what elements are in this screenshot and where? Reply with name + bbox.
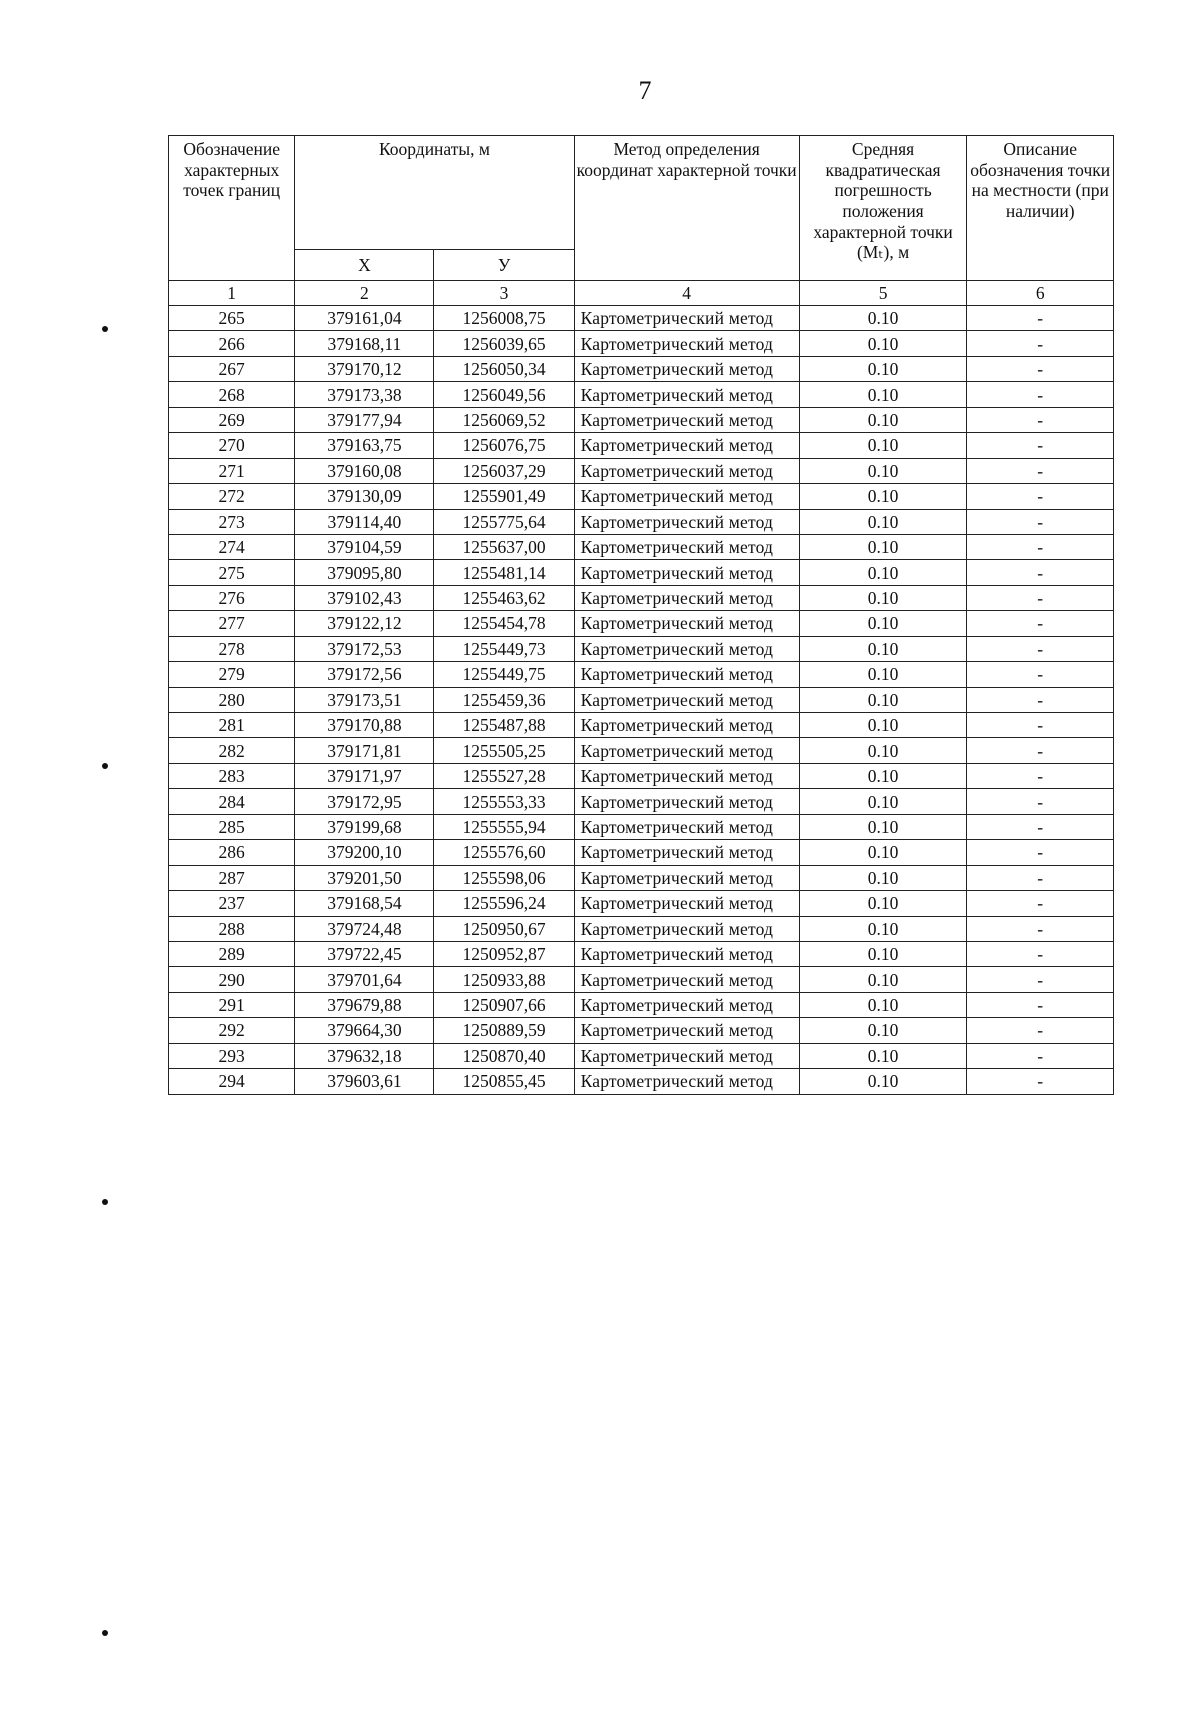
table-row xyxy=(169,662,1114,687)
y-cell: 1255505,25 xyxy=(434,738,574,763)
method-cell: Картометрический метод xyxy=(574,1069,799,1094)
point-cell: 290 xyxy=(169,967,295,992)
x-cell: 379632,18 xyxy=(295,1043,434,1068)
y-cell: 1250855,45 xyxy=(434,1069,574,1094)
coordinates-table xyxy=(168,135,1114,1095)
x-cell: 379168,54 xyxy=(295,891,434,916)
method-cell: Картометрический метод xyxy=(574,306,799,331)
x-cell: 379168,11 xyxy=(295,331,434,356)
description-cell: - xyxy=(967,789,1114,814)
margin-dot xyxy=(102,1630,108,1636)
column-number: 4 xyxy=(574,281,799,306)
error-cell: 0.10 xyxy=(799,534,967,559)
x-cell: 379724,48 xyxy=(295,916,434,941)
y-cell: 1250950,67 xyxy=(434,916,574,941)
x-cell: 379173,51 xyxy=(295,687,434,712)
point-cell: 267 xyxy=(169,356,295,381)
method-cell: Картометрический метод xyxy=(574,941,799,966)
error-cell: 0.10 xyxy=(799,992,967,1017)
error-cell: 0.10 xyxy=(799,891,967,916)
method-cell: Картометрический метод xyxy=(574,585,799,610)
error-cell: 0.10 xyxy=(799,814,967,839)
table-row xyxy=(169,458,1114,483)
error-cell: 0.10 xyxy=(799,509,967,534)
table-row xyxy=(169,916,1114,941)
point-cell: 280 xyxy=(169,687,295,712)
point-cell: 266 xyxy=(169,331,295,356)
description-cell: - xyxy=(967,382,1114,407)
description-cell: - xyxy=(967,891,1114,916)
table-row xyxy=(169,560,1114,585)
error-cell: 0.10 xyxy=(799,1018,967,1043)
y-cell: 1256049,56 xyxy=(434,382,574,407)
error-cell: 0.10 xyxy=(799,306,967,331)
description-cell: - xyxy=(967,585,1114,610)
error-cell: 0.10 xyxy=(799,636,967,661)
x-cell: 379177,94 xyxy=(295,407,434,432)
point-cell: 283 xyxy=(169,763,295,788)
x-cell: 379173,38 xyxy=(295,382,434,407)
column-number: 2 xyxy=(295,281,434,306)
y-cell: 1255576,60 xyxy=(434,840,574,865)
point-cell: 274 xyxy=(169,534,295,559)
description-cell: - xyxy=(967,331,1114,356)
description-cell: - xyxy=(967,865,1114,890)
error-cell: 0.10 xyxy=(799,738,967,763)
y-cell: 1250933,88 xyxy=(434,967,574,992)
method-cell: Картометрический метод xyxy=(574,865,799,890)
point-cell: 270 xyxy=(169,433,295,458)
x-cell: 379102,43 xyxy=(295,585,434,610)
error-cell: 0.10 xyxy=(799,331,967,356)
y-cell: 1255527,28 xyxy=(434,763,574,788)
table-row xyxy=(169,738,1114,763)
table-body xyxy=(169,306,1114,1095)
table-row xyxy=(169,992,1114,1017)
y-cell: 1255481,14 xyxy=(434,560,574,585)
point-cell: 281 xyxy=(169,713,295,738)
x-cell: 379095,80 xyxy=(295,560,434,585)
error-cell: 0.10 xyxy=(799,865,967,890)
point-cell: 284 xyxy=(169,789,295,814)
header-method: Метод определения координат характерной точки xyxy=(574,136,799,281)
table-row xyxy=(169,865,1114,890)
description-cell: - xyxy=(967,534,1114,559)
error-cell: 0.10 xyxy=(799,941,967,966)
x-cell: 379172,56 xyxy=(295,662,434,687)
description-cell: - xyxy=(967,636,1114,661)
point-cell: 265 xyxy=(169,306,295,331)
error-cell: 0.10 xyxy=(799,458,967,483)
point-cell: 291 xyxy=(169,992,295,1017)
method-cell: Картометрический метод xyxy=(574,763,799,788)
y-cell: 1255449,75 xyxy=(434,662,574,687)
x-cell: 379161,04 xyxy=(295,306,434,331)
x-cell: 379722,45 xyxy=(295,941,434,966)
method-cell: Картометрический метод xyxy=(574,687,799,712)
y-cell: 1255596,24 xyxy=(434,891,574,916)
y-cell: 1255555,94 xyxy=(434,814,574,839)
method-cell: Картометрический метод xyxy=(574,331,799,356)
y-cell: 1250907,66 xyxy=(434,992,574,1017)
y-cell: 1256069,52 xyxy=(434,407,574,432)
method-cell: Картометрический метод xyxy=(574,738,799,763)
table-row xyxy=(169,713,1114,738)
error-cell: 0.10 xyxy=(799,585,967,610)
y-cell: 1255463,62 xyxy=(434,585,574,610)
y-cell: 1255901,49 xyxy=(434,484,574,509)
point-cell: 273 xyxy=(169,509,295,534)
y-cell: 1255637,00 xyxy=(434,534,574,559)
method-cell: Картометрический метод xyxy=(574,611,799,636)
method-cell: Картометрический метод xyxy=(574,840,799,865)
description-cell: - xyxy=(967,840,1114,865)
description-cell: - xyxy=(967,662,1114,687)
description-cell: - xyxy=(967,458,1114,483)
point-cell: 293 xyxy=(169,1043,295,1068)
header-description: Описание обозначения точки на местности (при наличии) xyxy=(967,136,1114,281)
x-cell: 379130,09 xyxy=(295,484,434,509)
column-number: 5 xyxy=(799,281,967,306)
error-cell: 0.10 xyxy=(799,356,967,381)
error-cell: 0.10 xyxy=(799,484,967,509)
description-cell: - xyxy=(967,407,1114,432)
error-cell: 0.10 xyxy=(799,433,967,458)
description-cell: - xyxy=(967,814,1114,839)
error-cell: 0.10 xyxy=(799,1069,967,1094)
description-cell: - xyxy=(967,941,1114,966)
x-cell: 379201,50 xyxy=(295,865,434,890)
method-cell: Картометрический метод xyxy=(574,407,799,432)
y-cell: 1256008,75 xyxy=(434,306,574,331)
error-cell: 0.10 xyxy=(799,713,967,738)
method-cell: Картометрический метод xyxy=(574,560,799,585)
y-cell: 1255487,88 xyxy=(434,713,574,738)
description-cell: - xyxy=(967,356,1114,381)
table-row xyxy=(169,1069,1114,1094)
x-cell: 379664,30 xyxy=(295,1018,434,1043)
point-cell: 276 xyxy=(169,585,295,610)
margin-dot xyxy=(102,763,108,769)
description-cell: - xyxy=(967,763,1114,788)
x-cell: 379104,59 xyxy=(295,534,434,559)
method-cell: Картометрический метод xyxy=(574,458,799,483)
y-cell: 1250870,40 xyxy=(434,1043,574,1068)
error-cell: 0.10 xyxy=(799,662,967,687)
y-cell: 1255553,33 xyxy=(434,789,574,814)
y-cell: 1255459,36 xyxy=(434,687,574,712)
margin-dot xyxy=(102,1199,108,1205)
x-cell: 379172,53 xyxy=(295,636,434,661)
error-cell: 0.10 xyxy=(799,763,967,788)
method-cell: Картометрический метод xyxy=(574,1018,799,1043)
x-cell: 379122,12 xyxy=(295,611,434,636)
y-cell: 1255449,73 xyxy=(434,636,574,661)
y-cell: 1255598,06 xyxy=(434,865,574,890)
method-cell: Картометрический метод xyxy=(574,967,799,992)
table-row xyxy=(169,636,1114,661)
description-cell: - xyxy=(967,611,1114,636)
point-cell: 268 xyxy=(169,382,295,407)
method-cell: Картометрический метод xyxy=(574,891,799,916)
point-cell: 288 xyxy=(169,916,295,941)
x-cell: 379679,88 xyxy=(295,992,434,1017)
point-cell: 237 xyxy=(169,891,295,916)
table-row xyxy=(169,814,1114,839)
table-row xyxy=(169,763,1114,788)
description-cell: - xyxy=(967,687,1114,712)
point-cell: 286 xyxy=(169,840,295,865)
header-y: У xyxy=(434,250,574,281)
description-cell: - xyxy=(967,433,1114,458)
table-row xyxy=(169,331,1114,356)
method-cell: Картометрический метод xyxy=(574,662,799,687)
error-cell: 0.10 xyxy=(799,687,967,712)
point-cell: 272 xyxy=(169,484,295,509)
description-cell: - xyxy=(967,1069,1114,1094)
error-cell: 0.10 xyxy=(799,789,967,814)
table-row xyxy=(169,407,1114,432)
x-cell: 379701,64 xyxy=(295,967,434,992)
point-cell: 275 xyxy=(169,560,295,585)
x-cell: 379114,40 xyxy=(295,509,434,534)
x-cell: 379163,75 xyxy=(295,433,434,458)
point-cell: 277 xyxy=(169,611,295,636)
y-cell: 1250889,59 xyxy=(434,1018,574,1043)
y-cell: 1256076,75 xyxy=(434,433,574,458)
table-row xyxy=(169,306,1114,331)
x-cell: 379171,81 xyxy=(295,738,434,763)
point-cell: 278 xyxy=(169,636,295,661)
method-cell: Картометрический метод xyxy=(574,992,799,1017)
table-row xyxy=(169,687,1114,712)
error-cell: 0.10 xyxy=(799,407,967,432)
point-cell: 289 xyxy=(169,941,295,966)
error-cell: 0.10 xyxy=(799,382,967,407)
x-cell: 379160,08 xyxy=(295,458,434,483)
method-cell: Картометрический метод xyxy=(574,382,799,407)
x-cell: 379603,61 xyxy=(295,1069,434,1094)
table-row xyxy=(169,611,1114,636)
description-cell: - xyxy=(967,916,1114,941)
description-cell: - xyxy=(967,560,1114,585)
table-row xyxy=(169,1018,1114,1043)
table-row xyxy=(169,509,1114,534)
error-cell: 0.10 xyxy=(799,967,967,992)
point-cell: 282 xyxy=(169,738,295,763)
page-number: 7 xyxy=(638,76,652,105)
y-cell: 1250952,87 xyxy=(434,941,574,966)
table-row xyxy=(169,534,1114,559)
method-cell: Картометрический метод xyxy=(574,484,799,509)
table-row xyxy=(169,433,1114,458)
method-cell: Картометрический метод xyxy=(574,916,799,941)
method-cell: Картометрический метод xyxy=(574,509,799,534)
description-cell: - xyxy=(967,509,1114,534)
method-cell: Картометрический метод xyxy=(574,789,799,814)
x-cell: 379199,68 xyxy=(295,814,434,839)
method-cell: Картометрический метод xyxy=(574,713,799,738)
x-cell: 379170,12 xyxy=(295,356,434,381)
table-row xyxy=(169,941,1114,966)
method-cell: Картометрический метод xyxy=(574,636,799,661)
point-cell: 279 xyxy=(169,662,295,687)
x-cell: 379171,97 xyxy=(295,763,434,788)
error-cell: 0.10 xyxy=(799,560,967,585)
y-cell: 1255775,64 xyxy=(434,509,574,534)
method-cell: Картометрический метод xyxy=(574,814,799,839)
description-cell: - xyxy=(967,484,1114,509)
header-point: Обозначение характерных точек границ xyxy=(169,136,295,281)
description-cell: - xyxy=(967,967,1114,992)
y-cell: 1255454,78 xyxy=(434,611,574,636)
table-row xyxy=(169,484,1114,509)
method-cell: Картометрический метод xyxy=(574,1043,799,1068)
description-cell: - xyxy=(967,1018,1114,1043)
point-cell: 287 xyxy=(169,865,295,890)
method-cell: Картометрический метод xyxy=(574,356,799,381)
error-cell: 0.10 xyxy=(799,916,967,941)
x-cell: 379200,10 xyxy=(295,840,434,865)
error-cell: 0.10 xyxy=(799,1043,967,1068)
table-row xyxy=(169,789,1114,814)
method-cell: Картометрический метод xyxy=(574,433,799,458)
error-cell: 0.10 xyxy=(799,840,967,865)
y-cell: 1256050,34 xyxy=(434,356,574,381)
point-cell: 292 xyxy=(169,1018,295,1043)
column-number: 1 xyxy=(169,281,295,306)
method-cell: Картометрический метод xyxy=(574,534,799,559)
header-x: X xyxy=(295,250,434,281)
table-row xyxy=(169,891,1114,916)
description-cell: - xyxy=(967,306,1114,331)
column-number: 6 xyxy=(967,281,1114,306)
description-cell: - xyxy=(967,738,1114,763)
error-cell: 0.10 xyxy=(799,611,967,636)
margin-dot xyxy=(102,326,108,332)
description-cell: - xyxy=(967,1043,1114,1068)
header-error: Средняя квадратическая погрешность положения характерной точки (Мₜ), м xyxy=(799,136,967,281)
point-cell: 285 xyxy=(169,814,295,839)
table-row xyxy=(169,1043,1114,1068)
table-row xyxy=(169,585,1114,610)
table-row xyxy=(169,356,1114,381)
point-cell: 271 xyxy=(169,458,295,483)
x-cell: 379172,95 xyxy=(295,789,434,814)
point-cell: 294 xyxy=(169,1069,295,1094)
table-row xyxy=(169,967,1114,992)
table-row xyxy=(169,382,1114,407)
table-row xyxy=(169,840,1114,865)
description-cell: - xyxy=(967,992,1114,1017)
point-cell: 269 xyxy=(169,407,295,432)
header-coordinates: Координаты, м xyxy=(295,136,574,250)
x-cell: 379170,88 xyxy=(295,713,434,738)
y-cell: 1256039,65 xyxy=(434,331,574,356)
description-cell: - xyxy=(967,713,1114,738)
column-number: 3 xyxy=(434,281,574,306)
y-cell: 1256037,29 xyxy=(434,458,574,483)
